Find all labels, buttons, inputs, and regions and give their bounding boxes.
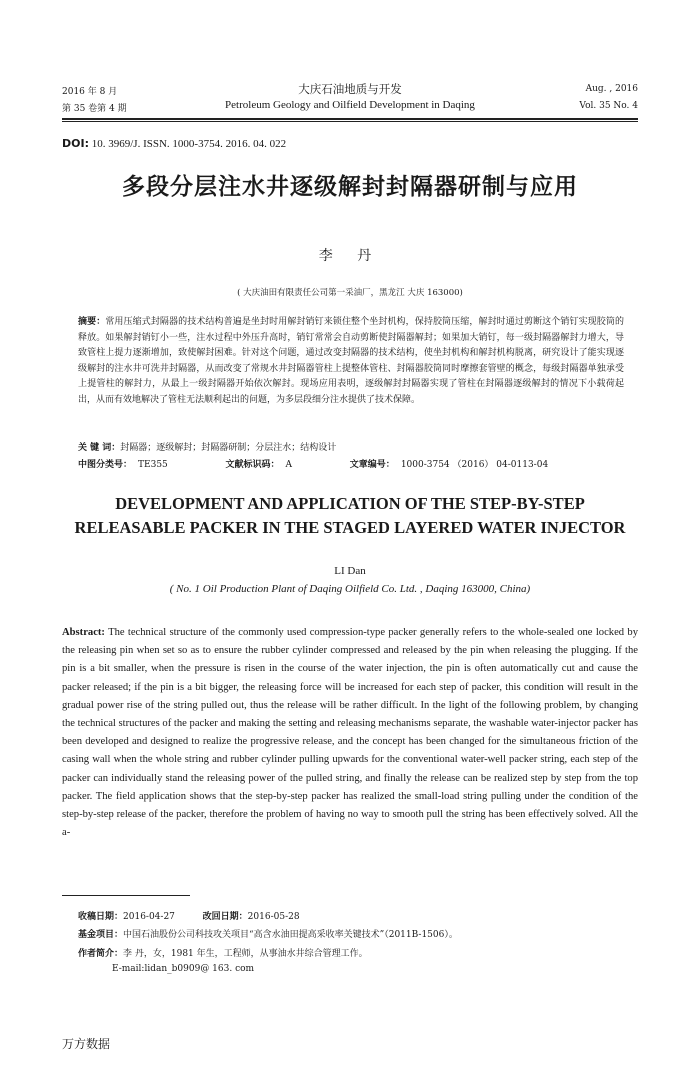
abstract-cn-text: 常用压缩式封隔器的技术结构普遍是坐封时用解封销钉来锁住整个坐封机构，保持胶筒压缩，解封时通过剪断这个销钉实现胶筒的释放。如果解封销钉小一些，注水过程中外压升高时，销钉常常会自动剪断使封隔器解封；如果加大销钉，每一级封隔器解封力增大，导致管柱上提力逐渐增加，致使解封困难。针对这个问题，通过改变封隔器的技术结构，使坐封机构和解封机构脱离，研究设计了能实现逐级解封的注水井可洗井封隔器，从而改变了常规水井封隔器管柱上提整体管柱、封隔器胶筒同时摩擦套管壁的概念，每级封隔器单独承受上提管柱的解封力，从最上一级封隔器开始依次解封。现场应用表明，逐级解封封隔器实现了管柱在封隔器逐级解封的情况下小载荷起出，从而有效地解决了管柱无法顺利起出的问题，为多层段细分注水提供了技术保障。: [78, 317, 624, 405]
footnote-fund: [78, 927, 458, 940]
journal-title-en: Petroleum Geology and Oilfield Development in Daqing: [225, 99, 475, 111]
header-rule-top: [62, 118, 638, 120]
author-cn: 李 丹: [318, 248, 382, 264]
author-email: E-mail:lidan_b0909@ 163. com: [112, 964, 255, 974]
doi-line: [62, 137, 286, 150]
abstract-en: [62, 624, 638, 842]
received-label: 收稿日期：: [78, 912, 124, 922]
abstract-en-text: The technical structure of the commonly used compression-type packer generally refers to the whole-sealed one locked by the releasing pin when set so as to ensure the rubber cylinder compressed and released by the pin when releasing the plugging. If the pin is a bit smaller, when the pressure is risen in the course of the water injection, the pin is often automatically cut and cause the packer released; if the pin is a bit bigger, the releasing force will be increased for each step of packer, this condition will result in the gradual power rise of the string pulled out, thus the release will be rather difficult. In the light of the following problem, by changing the technical structures of the packer and making the setting and releasing mechanisms separate, the washable water-injector packer has been developed and designed to realize the progressive release, and the concept has been changed for the simultaneous friction of the casing wall when the whole string and rubber cylinder pulling upwards for the conventional water-well packer string, each step of the packer can individually stand the releasing power of the pulled string, and finally the release can be realized step by step from the top packer. The field application shows that the step-by-step packer has realized the small-load string pulling under the condition of the step-by-step release of the packer, therefore the problem of having no way to smooth pull the string has been effectively solved. All the a-: [62, 627, 638, 839]
author-en: LI Dan: [334, 565, 366, 577]
affiliation-en: ( No. 1 Oil Production Plant of Daqing Oilfield Co. Ltd. , Daqing 163000, China): [169, 583, 531, 595]
article-no-value: 1000-3754 （2016） 04-0113-04: [400, 460, 549, 470]
keywords-cn-text: 封隔器；逐级解封；封隔器研制；分层注水；结构设计: [120, 443, 337, 453]
footnote-bio: [78, 946, 368, 959]
article-no-label: 文章编号：: [349, 460, 395, 470]
paper-title-en-line1: DEVELOPMENT AND APPLICATION OF THE STEP-BY-STEP: [115, 494, 585, 513]
affiliation-cn: ( 大庆油田有限责任公司第一采油厂，黑龙江 大庆 163000): [237, 288, 463, 298]
footnote-rule: [62, 895, 190, 896]
issue-date: 2016 年 8 月: [62, 87, 118, 97]
abstract-cn: [78, 315, 624, 408]
bio-value: 李 丹，女，1981 年生，工程师，从事油水井综合管理工作。: [123, 949, 368, 959]
doc-code-value: A: [285, 460, 293, 470]
paper-title-cn: 多段分层注水井逐级解封封隔器研制与应用: [122, 174, 578, 200]
doi-label: DOI:: [62, 137, 89, 150]
wanfang-watermark: 万方数据: [62, 1037, 111, 1051]
paper-title-en-line2: RELEASABLE PACKER IN THE STAGED LAYERED WATER INJECTOR: [74, 518, 626, 537]
revised-value: 2016-05-28: [247, 912, 300, 922]
fund-label: 基金项目：: [78, 930, 124, 940]
bio-label: 作者简介：: [78, 949, 124, 959]
volume-issue-en: Vol. 35 No. 4: [579, 101, 638, 111]
keywords-cn-label: 关 键 词：: [78, 443, 121, 453]
revised-label: 改回日期：: [202, 912, 248, 922]
doi-value: 10. 3969/J. ISSN. 1000-3754. 2016. 04. 022: [88, 138, 287, 150]
keywords-cn: [78, 440, 336, 453]
clc-label: 中图分类号：: [78, 460, 133, 470]
abstract-en-label: Abstract:: [62, 627, 105, 638]
received-value: 2016-04-27: [123, 912, 175, 922]
journal-title-cn: 大庆石油地质与开发: [298, 82, 402, 96]
doc-code-label: 文献标识码：: [225, 460, 280, 470]
clc-value: TE355: [138, 460, 168, 470]
paper-title-en: [0, 492, 700, 540]
volume-issue-cn: 第 35 卷第 4 期: [62, 104, 127, 114]
header-rule-bottom: [62, 121, 638, 122]
classification-row: [78, 457, 638, 470]
fund-value: 中国石油股份公司科技攻关项目“高含水油田提高采收率关键技术”（2011B-1506）。: [123, 930, 458, 940]
footnote-dates: [78, 909, 300, 922]
issue-date-en: Aug. , 2016: [585, 84, 638, 94]
abstract-cn-label: 摘要：: [78, 317, 106, 327]
